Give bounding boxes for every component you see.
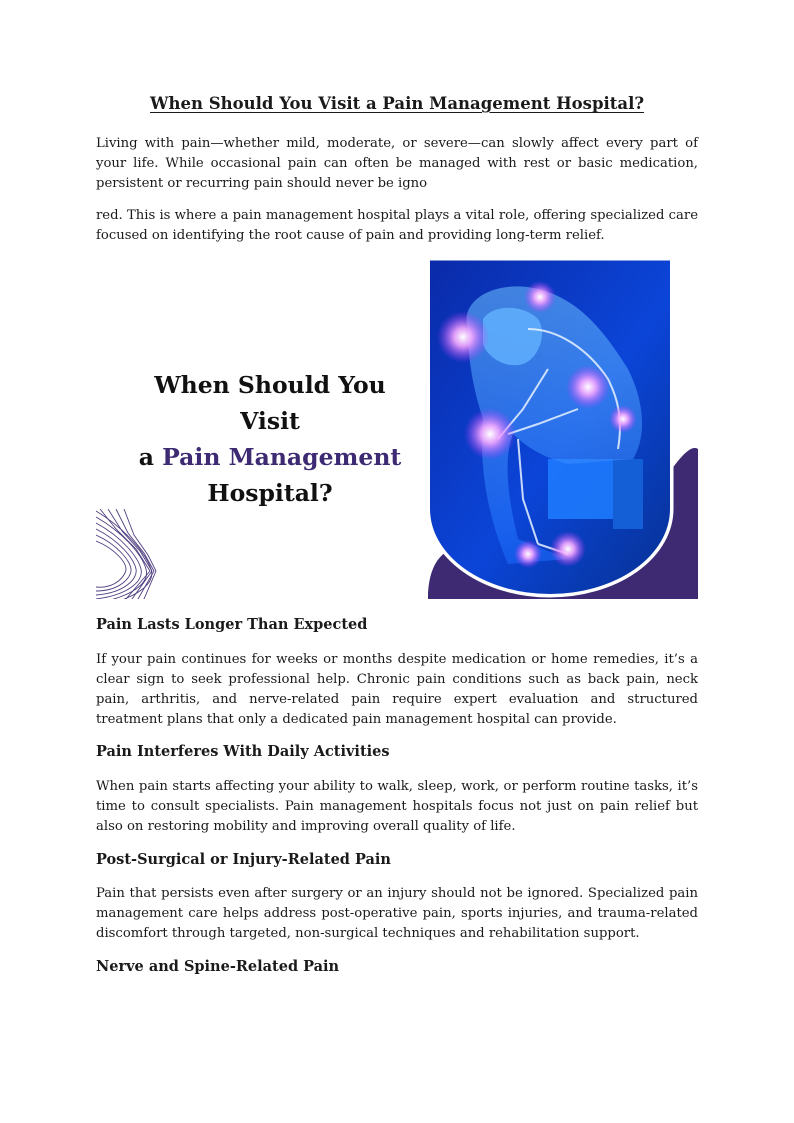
- wave-lines-decoration: [96, 509, 166, 599]
- section-heading-3: Post-Surgical or Injury-Related Pain: [96, 851, 391, 868]
- section-heading-2: Pain Interferes With Daily Activities: [96, 743, 390, 760]
- pain-figure-illustration: [428, 259, 698, 599]
- intro-paragraph-2: red. This is where a pain management hospital plays a vital role, offering specialized care focused on identifying the root cause of pain and providing long-term relief.: [96, 208, 698, 243]
- banner-title: [124, 367, 416, 511]
- banner-image: [96, 259, 698, 599]
- banner-title-line1: When Should You Visit: [154, 371, 386, 435]
- section-heading-4: Nerve and Spine-Related Pain: [96, 958, 340, 975]
- intro-paragraph-1: Living with pain—whether mild, moderate, or severe—can slowly affect every part of your life. While occasional pain can often be managed with rest or basic medication, persistent or recurring pain should never be igno: [96, 136, 698, 191]
- banner-title-line3: Hospital?: [207, 479, 333, 507]
- document-title: When Should You Visit a Pain Management Hospital?: [149, 94, 645, 113]
- section-body-1: If your pain continues for weeks or months despite medication or home remedies, it’s a clear sign to seek professional help. Chronic pain conditions such as back pain, neck pain, arthritis, and nerve-related pain require expert evaluation and structured treatment plans that only a dedicated pain management hospital can provide.: [96, 652, 698, 727]
- banner-title-accent: Pain Management: [162, 443, 402, 471]
- banner-title-line2: [124, 439, 416, 475]
- section-heading-1: Pain Lasts Longer Than Expected: [96, 616, 368, 633]
- section-body-3: Pain that persists even after surgery or an injury should not be ignored. Specialized pain management care helps address post-operative pain, sports injuries, and trauma-related discomfort through targeted, non-surgical techniques and rehabilitation support.: [96, 886, 698, 941]
- section-body-2: When pain starts affecting your ability to walk, sleep, work, or perform routine tasks, it’s time to consult specialists. Pain management hospitals focus not just on pain relief but also on restoring mobility and improving overall quality of life.: [96, 779, 698, 834]
- banner-title-prefix: a: [138, 443, 163, 471]
